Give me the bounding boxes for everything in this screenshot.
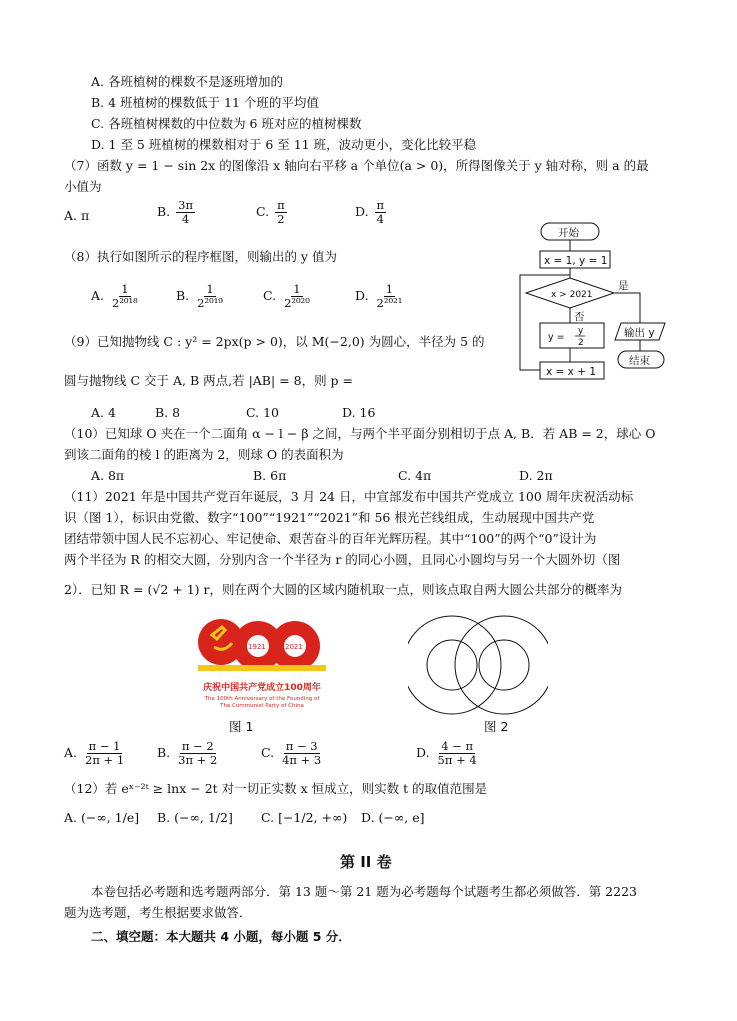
q7-stem-line2: 小值为 <box>64 179 102 194</box>
q10-option-b: B. 6π <box>253 468 287 483</box>
q10-option-c: C. 4π <box>398 468 432 483</box>
q7-option-d: D. $\frac{\pi}{4}$ <box>355 198 385 226</box>
q11-option-b: B. $\frac{\pi - 2}{3\pi + 2}$ <box>157 739 218 767</box>
logo-chinese-title: 庆祝中国共产党成立100周年 <box>203 683 321 693</box>
part-2-heading: 第 II 卷 <box>340 853 392 871</box>
q12-option-a: A. (−∞, 1/e] <box>64 810 140 825</box>
q12-option-c: C. [−1/2, +∞) <box>261 810 348 825</box>
q12-stem: （12）若 eˣ⁻²ᵗ ≥ lnx − 2t 对一切正实数 x 恒成立，则实数 t 的取值范围是 <box>64 781 488 796</box>
flowchart-condition-text: x > 2021 <box>551 290 593 300</box>
figure-2-caption: 图 2 <box>484 719 509 734</box>
flowchart-init-text: x = 1, y = 1 <box>544 255 608 267</box>
q11-stem-line4: 两个半径为 R 的相交大圆，分别内含一个半径为 r 的同心小圆，且同心小圆均与另一个大圆外切（图 <box>64 552 621 567</box>
party-centenary-logo <box>192 615 332 715</box>
q8-option-c: C. $\frac{1}{\text{2²⁰²⁰}}$ <box>263 282 310 310</box>
q9-option-c: C. 10 <box>246 405 279 420</box>
logo-year-1921: 1921 <box>248 643 266 651</box>
q6-option-b: B. 4 班植树的棵数低于 11 个班的平均值 <box>91 95 319 110</box>
q9-stem-line2: 圆与抛物线 C 交于 A, B 两点,若 |AB| = 8，则 p = <box>64 373 353 388</box>
flowchart-output-text: 输出 y <box>624 327 655 339</box>
q8-option-a: A. $\frac{1}{\text{2²⁰¹⁸}}$ <box>91 282 138 310</box>
part-2-intro-line2: 题为选考题，考生根据要求做答． <box>64 905 252 920</box>
flowchart-assign-lhs: y = <box>548 332 565 343</box>
q11-option-c: C. $\frac{\pi - 3}{4\pi + 3}$ <box>261 739 322 767</box>
logo-big-number: 100 <box>192 615 194 616</box>
q10-option-a: A. 8π <box>91 468 125 483</box>
q7-option-a: A. π <box>64 208 90 223</box>
logo-english-line1: The 100th Anniversary of the Founding of <box>204 696 320 702</box>
q7-option-b: B. $\frac{3\pi}{4}$ <box>157 198 194 226</box>
q8-stem: （8）执行如图所示的程序框图，则输出的 y 值为 <box>64 249 337 264</box>
q8-option-d: D. $\frac{1}{\text{2²⁰²¹}}$ <box>355 282 403 310</box>
figure-1-caption: 图 1 <box>229 719 254 734</box>
q10-option-d: D. 2π <box>519 468 553 483</box>
q12-option-b: B. (−∞, 1/2] <box>157 810 233 825</box>
flowchart <box>515 220 685 395</box>
q11-option-d: D. $\frac{4 - \pi}{5\pi + 4}$ <box>416 739 477 767</box>
q9-option-a: A. 4 <box>91 405 116 420</box>
q12-option-d: D. (−∞, e] <box>361 810 425 825</box>
q9-option-b: B. 8 <box>155 405 181 420</box>
logo-english-line2: The Communist Party of China <box>220 703 304 709</box>
flowchart-yes-label: 是 <box>618 280 629 292</box>
fill-in-section-heading: 二、填空题：本大题共 4 小题，每小题 5 分． <box>91 929 351 944</box>
q10-stem-line1: （10）已知球 O 夹在一个二面角 α − l − β 之间，与两个半平面分别相切于点 A, B．若 AB = 2，球心 O <box>64 426 656 441</box>
q11-stem-line2: 识（图 1），标识由党徽、数字“100”“1921”“2021”和 56 根光芒线组成，生动展现中国共产党 <box>64 510 595 525</box>
q11-stem-line5: 2）．已知 R = (√2 + 1) r，则在两个大圆的区域内随机取一点，则该点取自两大圆公共部分的概率为 <box>64 582 623 597</box>
q6-option-a: A. 各班植树的棵数不是逐班增加的 <box>91 74 283 89</box>
q11-stem-line1: （11）2021 年是中国共产党百年诞辰，3 月 24 日，中宣部发布中国共产党成立 100 周年庆祝活动标 <box>64 489 634 504</box>
q7-option-c: C. $\frac{\pi}{2}$ <box>256 198 285 226</box>
q6-option-d: D. 1 至 5 班植树的棵数相对于 6 至 11 班，波动更小，变化比较平稳 <box>91 137 477 152</box>
flowchart-assign-num: y <box>578 326 584 336</box>
q8-option-b: B. $\frac{1}{\text{2²⁰¹⁹}}$ <box>176 282 223 310</box>
part-2-intro-line1: 本卷包括必考题和选考题两部分．第 13 题～第 21 题为必考题每个试题考生都必须做答．第 2223 <box>91 884 637 899</box>
flowchart-assign-den: 2 <box>578 338 584 348</box>
q9-option-d: D. 16 <box>342 405 376 420</box>
q11-option-a: A. $\frac{\pi - 1}{2\pi + 1}$ <box>64 739 125 767</box>
q9-stem-line1: （9）已知抛物线 C : y² = 2px(p > 0)，以 M(−2,0) 为圆心，半径为 5 的 <box>64 334 485 349</box>
flowchart-no-label: 否 <box>574 311 585 323</box>
flowchart-increment-text: x = x + 1 <box>546 366 597 378</box>
q6-option-c: C. 各班植树棵数的中位数为 6 班对应的植树棵数 <box>91 116 362 131</box>
flowchart-end-text: 结束 <box>629 355 650 367</box>
q11-stem-line3: 团结带领中国人民不忘初心、牢记使命、艰苦奋斗的百年光辉历程。其中“100”的两个“0”设计为 <box>64 531 597 546</box>
intersecting-circles-figure <box>408 613 548 717</box>
logo-year-2021: 2021 <box>285 643 303 651</box>
q10-stem-line2: 到该二面角的棱 l 的距离为 2，则球 O 的表面积为 <box>64 447 344 462</box>
q7-stem-line1: （7）函数 y = 1 − sin 2x 的图像沿 x 轴向右平移 a 个单位(a > 0)，所得图像关于 y 轴对称，则 a 的最 <box>64 158 649 173</box>
flowchart-start-text: 开始 <box>558 227 579 239</box>
